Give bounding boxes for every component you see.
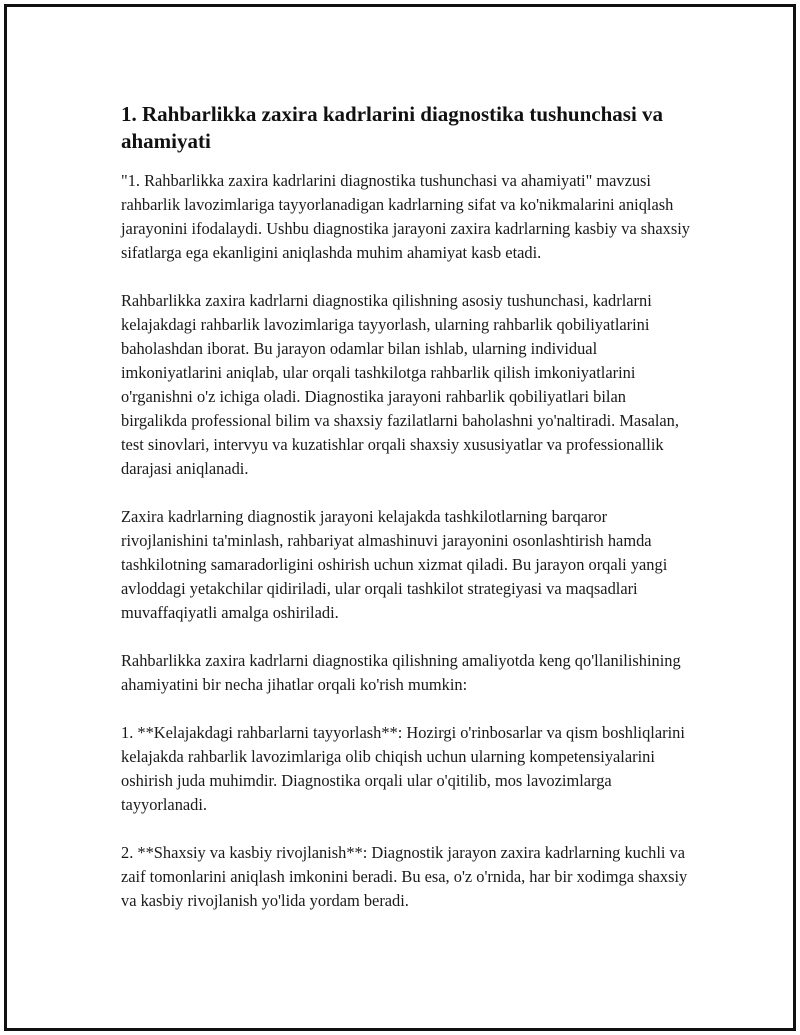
list-item-2: 2. **Shaxsiy va kasbiy rivojlanish**: Diagnostik jarayon zaxira kadrlarning kuchli va zaif tomonlarini aniqlash imkonini beradi. Bu esa, o'z o'rnida, har bir xodimga shaxsiy va kasbiy rivojlanish yo'lida yordam beradi. xyxy=(121,843,688,910)
paragraph-concept: Rahbarlikka zaxira kadrlarni diagnostika qilishning asosiy tushunchasi, kadrlarni kelajakdagi rahbarlik lavozimlariga tayyorlash, ularning rahbarlik qobiliyatlarini baholashdan iborat. Bu jarayon odamlar bilan ishlab, ularning individual imkoniyatlarini aniqlab, ular orqali tashkilotga rahbarlik qilish imkoniyatlarini o'rganishni o'z ichiga oladi. Diagnostika jarayoni rahbarlik qobiliyatlari bilan birgalikda professional bilim va shaxsiy fazilatlarni baholashni yo'naltiradi. Masalan, test sinovlari, intervyu va kuzatishlar orqali shaxsiy xususiyatlar va professionallik darajasi aniqlanadi. xyxy=(121,291,679,478)
list-item-1: 1. **Kelajakdagi rahbarlarni tayyorlash**: Hozirgi o'rinbosarlar va qism boshliqlarini kelajakda rahbarlik lavozimlariga olib chiqish uchun ularning kompetensiyalarini oshirish juda muhimdir. Diagnostika orqali ular o'qitilib, mos lavozimlarga tayyorlanadi. xyxy=(121,723,685,814)
page-frame xyxy=(4,4,796,1031)
document-title: 1. Rahbarlikka zaxira kadrlarini diagnostika tushunchasi va ahamiyati xyxy=(121,102,664,153)
paragraph-purpose: Zaxira kadrlarning diagnostik jarayoni kelajakda tashkilotlarning barqaror rivojlanishini ta'minlash, rahbariyat almashinuvi jarayonini osonlashtirish hamda tashkilotning samaradorligini oshirish uchun xizmat qiladi. Bu jarayon orqali yangi avloddagi yetakchilar qidiriladi, ular orqali tashkilot strategiyasi va maqsadlari muvaffaqiyatli amalga oshiriladi. xyxy=(121,507,668,622)
paragraph-practice: Rahbarlikka zaxira kadrlarni diagnostika qilishning amaliyotda keng qo'llanilishining ahamiyatini bir necha jihatlar orqali ko'rish mumkin: xyxy=(121,651,681,694)
paragraph-intro: "1. Rahbarlikka zaxira kadrlarini diagnostika tushunchasi va ahamiyati" mavzusi rahbarlik lavozimlariga tayyorlanadigan kadrlarning sifat va ko'nikmalarini aniqlash jarayonini ifodalaydi. Ushbu diagnostika jarayoni zaxira kadrlarning kasbiy va shaxsiy sifatlarga ega ekanligini aniqlashda muhim ahamiyat kasb etadi. xyxy=(121,171,690,262)
document-body xyxy=(121,101,691,937)
